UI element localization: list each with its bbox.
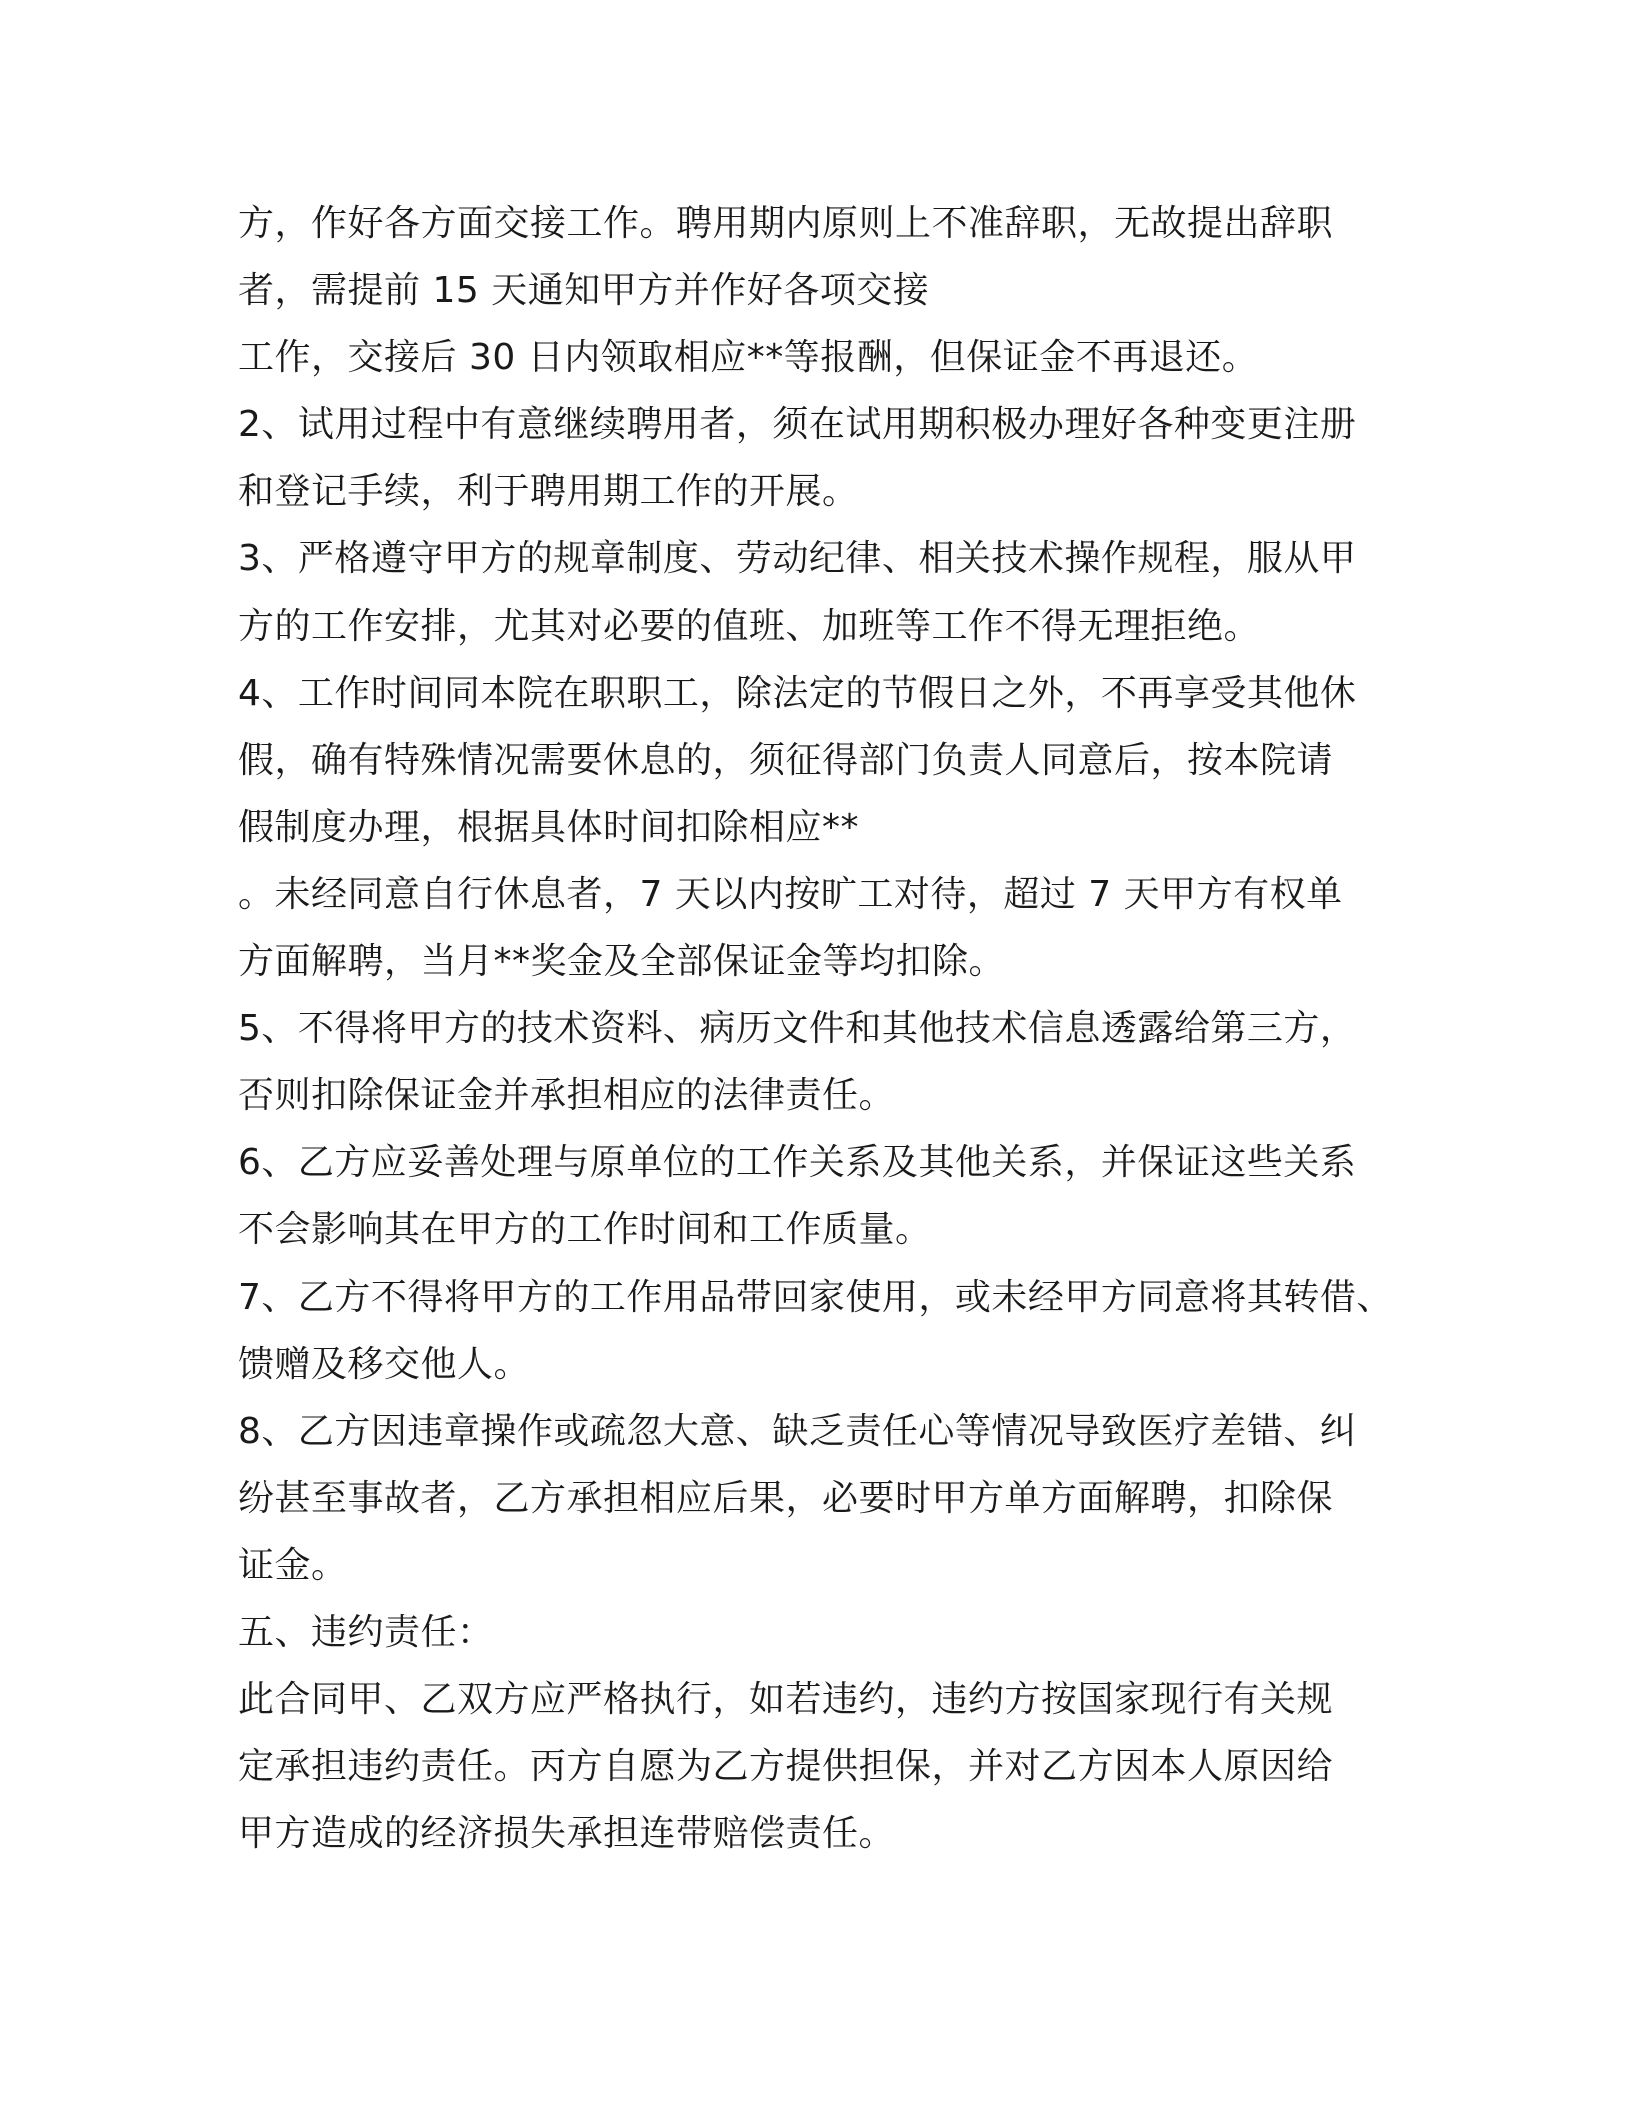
text-line: 者，需提前 15 天通知甲方并作好各项交接: [238, 270, 930, 312]
text-line: 否则扣除保证金并承担相应的法律责任。: [238, 1075, 896, 1117]
text-line: 假制度办理，根据具体时间扣除相应**: [238, 806, 860, 848]
text-line: 5、不得将甲方的技术资料、病历文件和其他技术信息透露给第三方，: [238, 1008, 1357, 1050]
text-line: 方面解聘，当月**奖金及全部保证金等均扣除。: [238, 941, 1006, 983]
text-line: 定承担违约责任。丙方自愿为乙方提供担保，并对乙方因本人原因给: [238, 1746, 1334, 1788]
text-line: 纷甚至事故者，乙方承担相应后果，必要时甲方单方面解聘，扣除保: [238, 1477, 1334, 1519]
text-line: 2、试用过程中有意继续聘用者，须在试用期积极办理好各种变更注册: [238, 404, 1357, 446]
text-line: 7、乙方不得将甲方的工作用品带回家使用，或未经甲方同意将其转借、: [238, 1276, 1393, 1318]
document-body: [238, 190, 1438, 1867]
text-line: 工作，交接后 30 日内领取相应**等报酬，但保证金不再退还。: [238, 337, 1259, 379]
text-line: 假，确有特殊情况需要休息的，须征得部门负责人同意后，按本院请: [238, 739, 1334, 781]
text-line: 馈赠及移交他人。: [238, 1343, 531, 1385]
text-line: 五、违约责任：: [238, 1611, 494, 1653]
text-line: 8、乙方因违章操作或疏忽大意、缺乏责任心等情况导致医疗差错、纠: [238, 1410, 1357, 1452]
text-line: 4、工作时间同本院在职职工，除法定的节假日之外，不再享受其他休: [238, 672, 1357, 714]
text-line: 不会影响其在甲方的工作时间和工作质量。: [238, 1209, 932, 1251]
text-line: 方，作好各方面交接工作。聘用期内原则上不准辞职，无故提出辞职: [238, 203, 1334, 244]
text-line: 和登记手续，利于聘用期工作的开展。: [238, 471, 859, 513]
text-line: 6、乙方应妥善处理与原单位的工作关系及其他关系，并保证这些关系: [238, 1142, 1357, 1184]
text-line: 3、严格遵守甲方的规章制度、劳动纪律、相关技术操作规程，服从甲: [238, 538, 1357, 580]
text-line: 证金。: [238, 1544, 348, 1586]
text-line: 。未经同意自行休息者，7 天以内按旷工对待，超过 7 天甲方有权单: [238, 873, 1343, 915]
text-line: 甲方造成的经济损失承担连带赔偿责任。: [238, 1813, 896, 1855]
text-line: 此合同甲、乙双方应严格执行，如若违约，违约方按国家现行有关规: [238, 1679, 1334, 1721]
text-line: 方的工作安排，尤其对必要的值班、加班等工作不得无理拒绝。: [238, 605, 1261, 647]
